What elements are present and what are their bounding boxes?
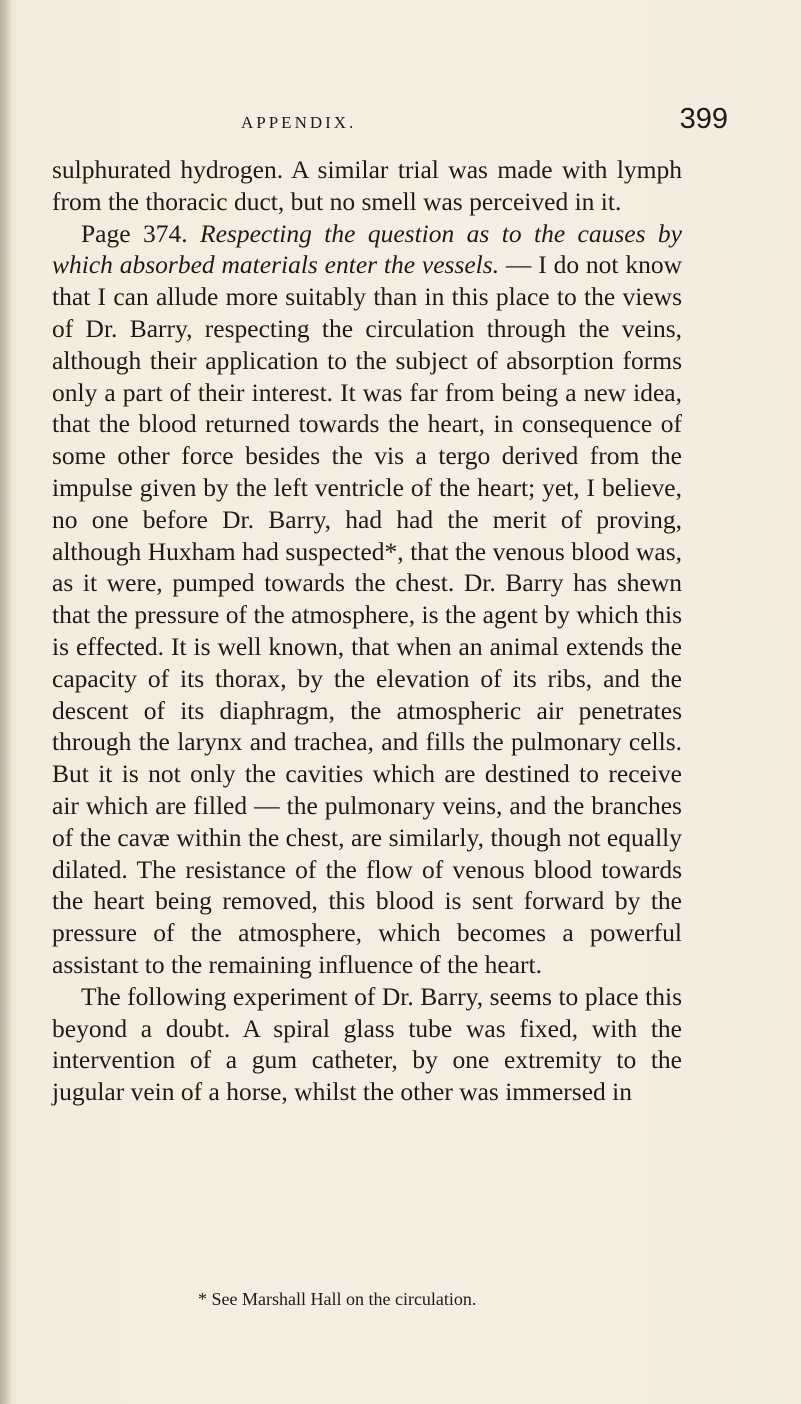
page-number: 399: [679, 103, 728, 135]
paragraph-1: [52, 154, 682, 218]
spine-shadow: [0, 0, 12, 1404]
paragraph-2-lead: Page 374.: [81, 218, 201, 248]
footnote: * See Marshall Hall on the circulation.: [198, 1289, 477, 1309]
paragraph-1-text: sulphurated hydrogen. A similar trial was made with lymph from the thoracic duct, but no smell was perceived in it.: [52, 155, 682, 216]
paragraph-2-italic-heading: Respecting the question as to the causes by which absorbed materials enter the vessels.: [52, 218, 682, 280]
running-head: [52, 103, 728, 143]
paragraph-3: [52, 981, 682, 1108]
running-head-title: APPENDIX.: [241, 113, 357, 132]
paragraph-2: [52, 218, 682, 981]
body-text: [52, 154, 682, 1108]
paragraph-2-text: — I do not know that I can allude more suitably than in this place to the views of Dr. Barry, respecting the circulation through the veins, although their application to the subject of absorption forms only a part of their interest. It was far from being a new idea, that the blood returned towards the heart, in consequence of some other force besides the vis a tergo derived from the impulse given by the left ventricle of the heart; yet, I believe, no one before Dr. Barry, had had the merit of proving, although Huxham had suspected*, that the venous blood was, as it were, pumped towards the chest. Dr. Barry has shewn that the pressure of the atmosphere, is the agent by which this is effected. It is well known, that when an animal extends the capacity of its thorax, by the elevation of its ribs, and the descent of its diaphragm, the atmospheric air penetrates through the larynx and trachea, and fills the pulmonary cells. But it is not only the cavities which are destined to receive air which are filled — the pulmonary veins, and the branches of the cavæ within the chest, are similarly, though not equally dilated. The resistance of the flow of venous blood towards the heart being removed, this blood is sent forward by the pressure of the atmosphere, which becomes a powerful assistant to the remaining influence of the heart.: [52, 250, 682, 979]
paragraph-3-text: The following experiment of Dr. Barry, seems to place this beyond a doubt. A spiral glass tube was fixed, with the intervention of a gum catheter, by one extremity to the jugular vein of a horse, whilst the other was immersed in: [52, 981, 682, 1107]
